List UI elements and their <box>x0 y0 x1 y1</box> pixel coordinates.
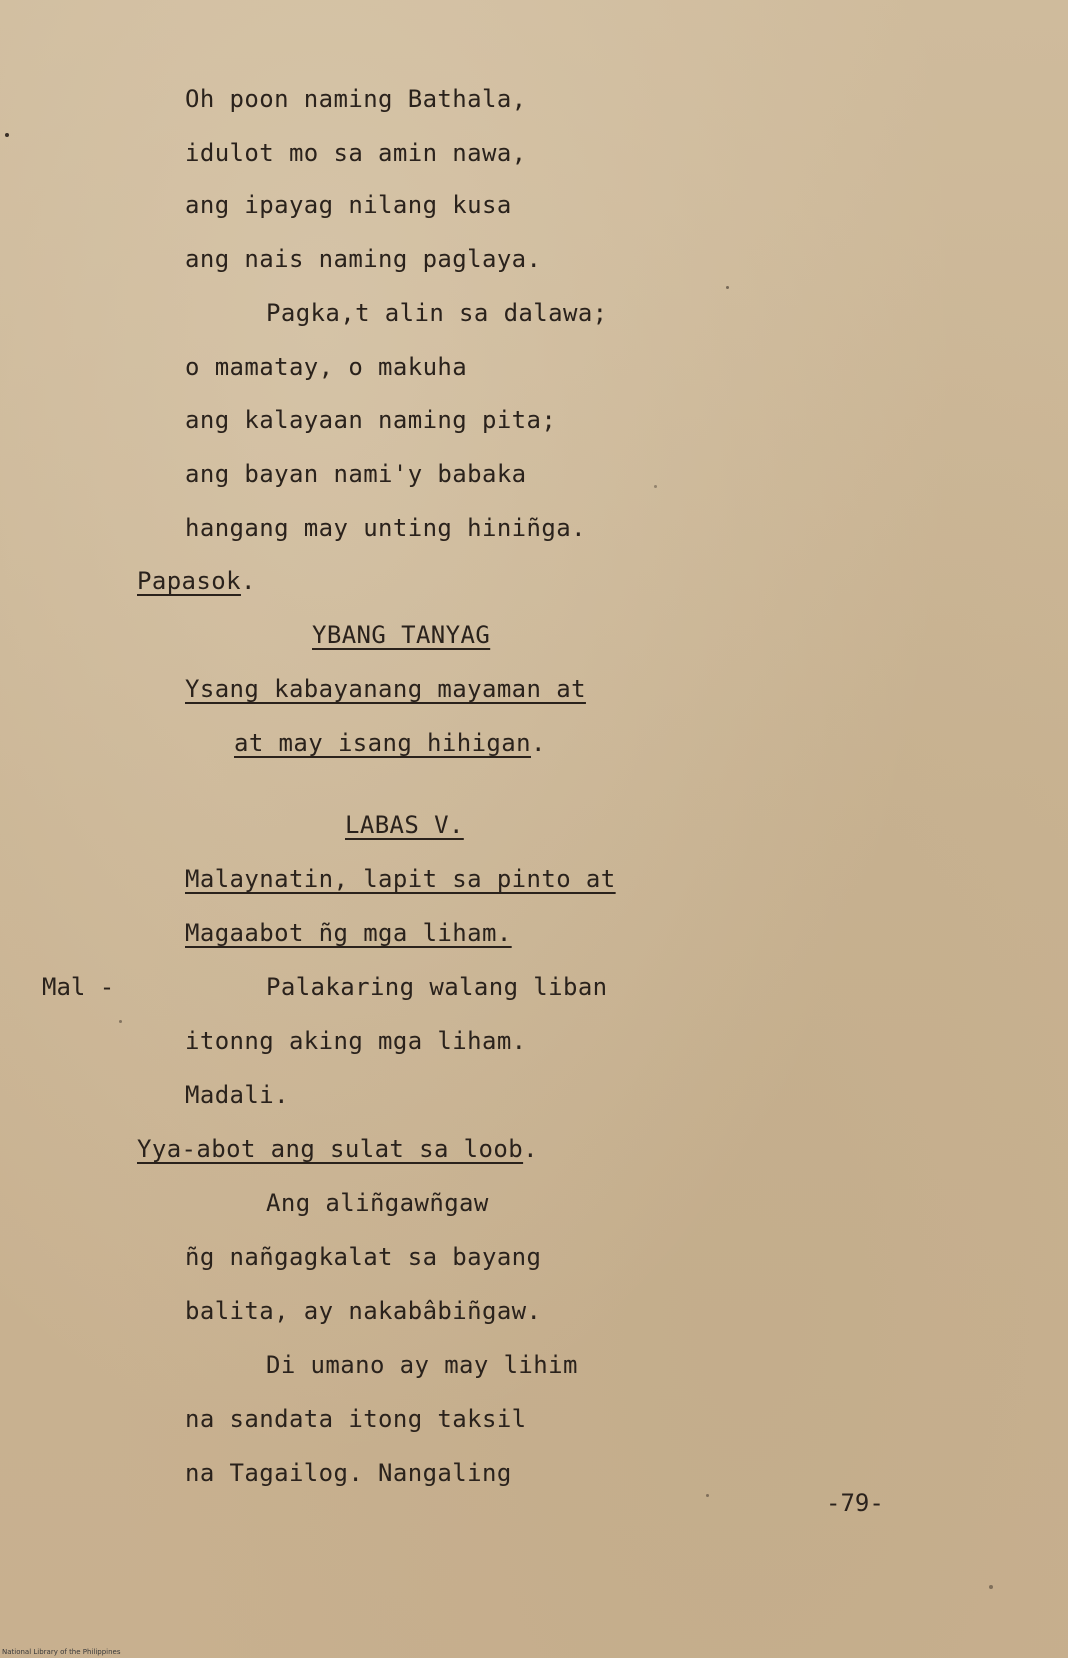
speaker-label: Mal - <box>42 973 115 1001</box>
scene-description-line: at may isang hihigan. <box>234 729 546 757</box>
paper-speck <box>5 133 9 137</box>
labas-heading: LABAS V. <box>345 811 464 839</box>
speech-line-indented: Palakaring walang liban <box>266 973 608 1001</box>
speech-line-indented: Ang aliñgawñgaw <box>266 1189 489 1217</box>
speech-line: na sandata itong taksil <box>185 1405 527 1433</box>
speech-line: na Tagailog. Nangaling <box>185 1459 512 1487</box>
speech-line: balita, ay nakabâbiñgaw. <box>185 1297 542 1325</box>
scene-description-line: Ysang kabayanang mayaman at <box>185 675 586 703</box>
verse-line: o mamatay, o makuha <box>185 353 468 381</box>
paper-speck <box>726 286 729 289</box>
verse-line: ang nais naming paglaya. <box>185 245 542 273</box>
stage-direction: Papasok. <box>137 567 256 595</box>
speech-line: Madali. <box>185 1081 289 1109</box>
stage-direction: Yya-abot ang sulat sa loob. <box>137 1135 538 1163</box>
speech-line-indented: Di umano ay may lihim <box>266 1351 578 1379</box>
paper-speck <box>706 1494 709 1497</box>
verse-line-indented: Pagka,t alin sa dalawa; <box>266 299 608 327</box>
labas-description-line: Malaynatin, lapit sa pinto at <box>185 865 616 893</box>
paper-speck <box>654 485 657 488</box>
speech-line: ñg nañgagkalat sa bayang <box>185 1243 542 1271</box>
page-number: -79- <box>826 1489 884 1517</box>
labas-description-line: Magaabot ñg mga liham. <box>185 919 512 947</box>
paper-speck <box>119 1020 122 1023</box>
verse-line: ang bayan nami'y babaka <box>185 460 527 488</box>
verse-line: ang ipayag nilang kusa <box>185 191 512 219</box>
verse-line: ang kalayaan naming pita; <box>185 406 557 434</box>
verse-line: Oh poon naming Bathala, <box>185 85 527 113</box>
verse-line: hangang may unting hiniñga. <box>185 514 586 542</box>
stage-direction-text: Yya-abot ang sulat sa loob <box>137 1135 524 1163</box>
scene-description-text: at may isang hihigan <box>234 729 531 757</box>
scene-heading: YBANG TANYAG <box>312 621 491 649</box>
verse-line: idulot mo sa amin nawa, <box>185 139 527 167</box>
paper-speck <box>989 1585 993 1589</box>
speech-line: itonng aking mga liham. <box>185 1027 527 1055</box>
footer-credit: National Library of the Philippines <box>2 1648 121 1656</box>
stage-direction-text: Papasok <box>137 567 241 595</box>
